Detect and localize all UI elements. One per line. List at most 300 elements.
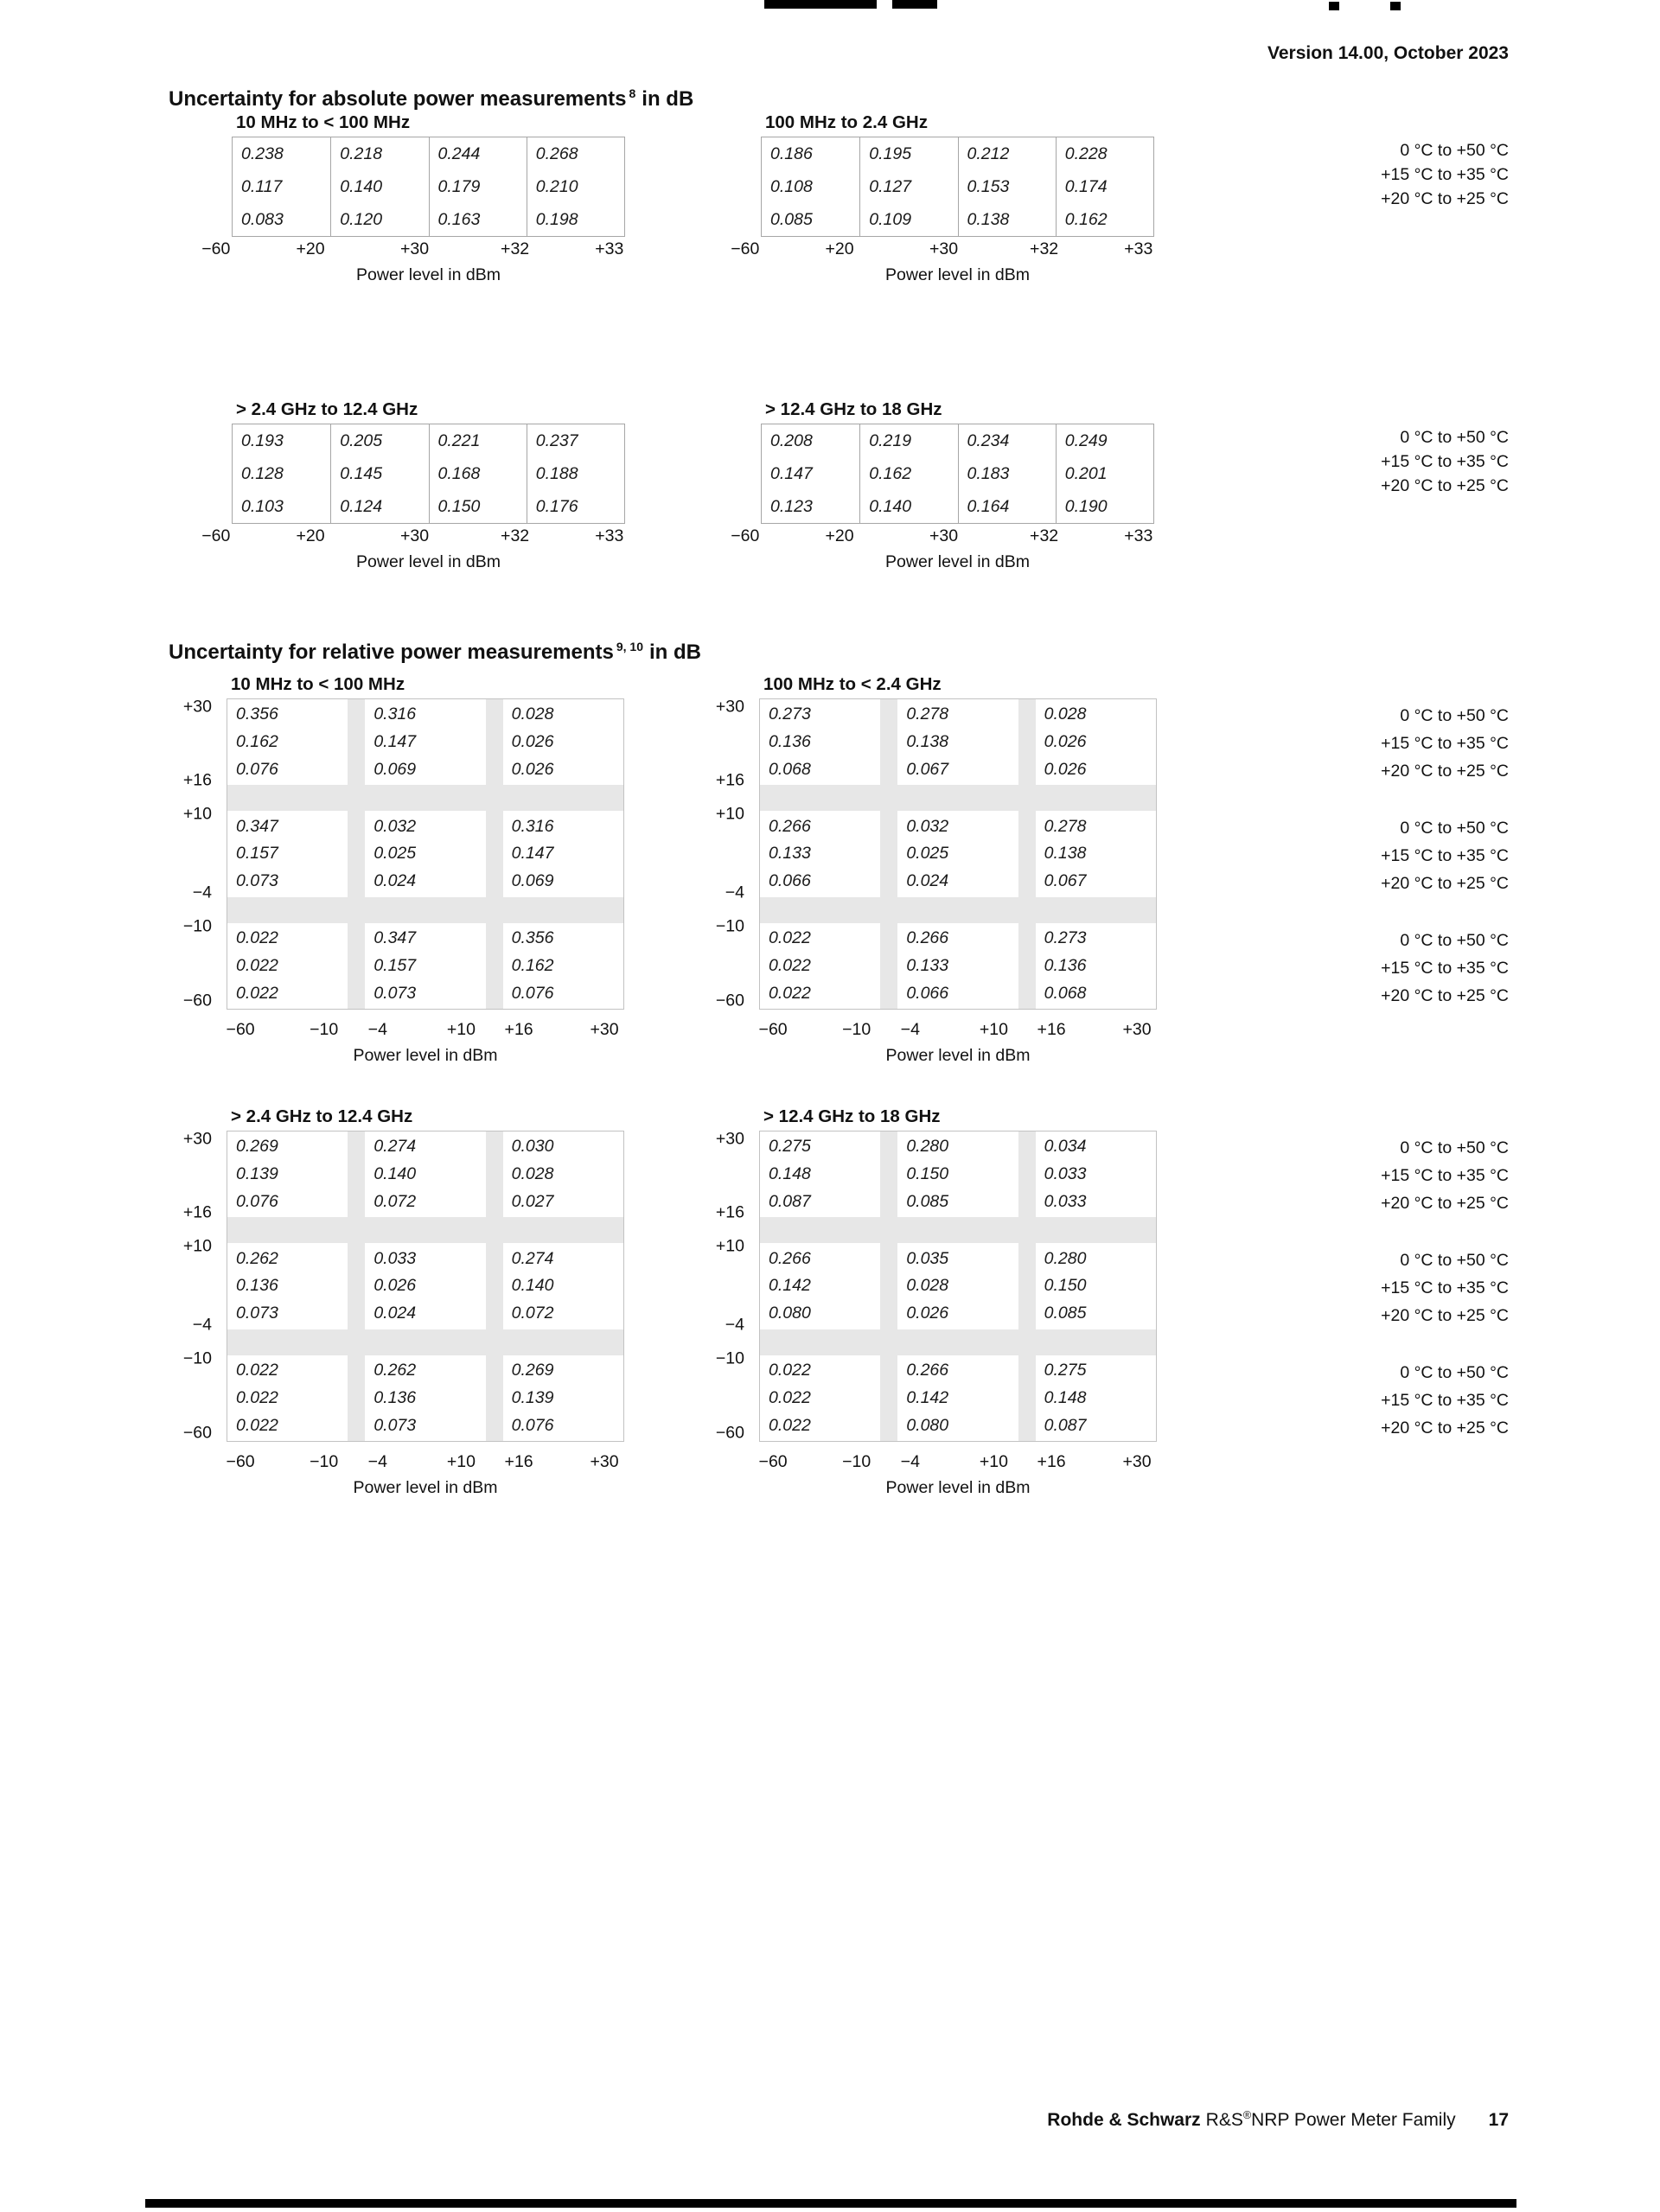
uncertainty-value: 0.188: [527, 457, 624, 490]
uncertainty-value: 0.080: [769, 1304, 811, 1323]
uncertainty-value: 0.162: [511, 955, 554, 975]
uncertainty-value: 0.162: [859, 457, 957, 490]
relative-table-10mhz-100mhz: [182, 674, 624, 1066]
value-block: [503, 699, 623, 785]
uncertainty-value: 0.269: [511, 1361, 554, 1380]
value-block: [897, 699, 1018, 785]
uncertainty-value: 0.066: [906, 983, 949, 1003]
heading-text: Uncertainty for relative power measurements: [169, 641, 614, 664]
value-block: [503, 1243, 623, 1329]
uncertainty-value: 0.164: [958, 490, 1056, 523]
x-tick-label: +16: [1037, 1020, 1066, 1039]
uncertainty-value: 0.147: [770, 463, 813, 483]
uncertainty-value: 0.140: [374, 1164, 417, 1184]
uncertainty-value: 0.136: [769, 732, 811, 752]
temperature-range-label: +20 °C to +25 °C: [1381, 476, 1509, 495]
value-block: [760, 1355, 880, 1441]
x-tick-label: −4: [900, 1452, 920, 1471]
temperature-range-label: 0 °C to +50 °C: [1400, 428, 1509, 447]
uncertainty-value: 0.163: [429, 203, 527, 236]
uncertainty-value: 0.025: [906, 844, 949, 864]
uncertainty-value: 0.139: [236, 1164, 278, 1184]
value-block: [1036, 699, 1156, 785]
x-tick-label: +30: [929, 526, 959, 545]
temperature-legend: [1381, 1359, 1509, 1442]
uncertainty-value: 0.238: [241, 143, 284, 163]
uncertainty-value: 0.022: [236, 955, 278, 975]
uncertainty-value: 0.186: [770, 143, 813, 163]
version-line: Version 14.00, October 2023: [1267, 43, 1509, 63]
uncertainty-value: 0.024: [906, 871, 949, 891]
power-level-axis: [201, 526, 625, 549]
y-tick-label: +16: [182, 1202, 212, 1222]
x-tick-label: +30: [590, 1020, 619, 1039]
uncertainty-value: 0.066: [769, 871, 811, 891]
value-block: [227, 1131, 348, 1217]
uncertainty-value: 0.076: [236, 759, 278, 779]
table-title: 10 MHz to < 100 MHz: [231, 674, 405, 694]
table-title: > 12.4 GHz to 18 GHz: [765, 399, 942, 419]
uncertainty-value: 0.153: [958, 170, 1056, 203]
uncertainty-value: 0.124: [330, 490, 428, 523]
temperature-legend: [1381, 1134, 1509, 1217]
uncertainty-value: 0.085: [906, 1191, 949, 1211]
uncertainty-value: 0.022: [769, 983, 811, 1003]
x-tick-label: +10: [979, 1452, 1008, 1471]
print-artifact: [764, 0, 877, 9]
uncertainty-value: 0.249: [1056, 424, 1153, 457]
power-level-y-axis: [706, 1131, 753, 1442]
temperature-range-label: 0 °C to +50 °C: [1400, 819, 1509, 838]
power-level-y-axis: [173, 698, 220, 1010]
y-tick-label: −4: [725, 883, 744, 902]
uncertainty-value: 0.237: [527, 424, 624, 457]
heading-text: Uncertainty for absolute power measurements: [169, 87, 627, 111]
uncertainty-value: 0.262: [374, 1361, 417, 1380]
value-block: [365, 1355, 485, 1441]
uncertainty-value: 0.026: [374, 1276, 417, 1296]
power-level-x-axis: [759, 1452, 1157, 1475]
x-tick-label: +30: [590, 1452, 619, 1471]
temperature-range-label: +20 °C to +25 °C: [1381, 986, 1509, 1005]
uncertainty-value: 0.278: [906, 704, 949, 724]
uncertainty-value: 0.076: [511, 1415, 554, 1435]
heading-suffix: in dB: [649, 641, 701, 664]
temperature-range-label: 0 °C to +50 °C: [1400, 1251, 1509, 1270]
y-tick-label: −10: [182, 916, 212, 936]
uncertainty-value: 0.033: [1044, 1164, 1087, 1184]
temperature-range-label: +15 °C to +35 °C: [1381, 1391, 1509, 1410]
page-number: 17: [1488, 2110, 1509, 2130]
x-tick-label: −60: [731, 239, 760, 258]
value-block: [227, 699, 348, 785]
temperature-range-label: +15 °C to +35 °C: [1381, 1278, 1509, 1297]
uncertainty-value: 0.024: [374, 1304, 417, 1323]
temperature-legend: [1381, 814, 1509, 897]
relative-table-2-4ghz-12-4ghz: [182, 1106, 624, 1498]
x-tick-label: +30: [400, 526, 430, 545]
product-suffix: NRP Power Meter Family: [1251, 2110, 1456, 2130]
absolute-table-2-4ghz-12-4ghz: [201, 399, 625, 572]
uncertainty-value: 0.148: [1044, 1387, 1087, 1407]
axis-caption: Power level in dBm: [356, 265, 501, 284]
uncertainty-value: 0.168: [429, 457, 527, 490]
uncertainty-value: 0.228: [1056, 137, 1153, 170]
uncertainty-value: 0.076: [236, 1191, 278, 1211]
table-title: > 2.4 GHz to 12.4 GHz: [231, 1106, 413, 1126]
x-tick-label: +20: [825, 239, 854, 258]
uncertainty-value: 0.028: [1044, 704, 1087, 724]
y-tick-label: −10: [715, 1348, 744, 1368]
uncertainty-value: 0.274: [511, 1248, 554, 1268]
x-tick-label: −60: [201, 239, 231, 258]
uncertainty-value: 0.266: [769, 816, 811, 836]
temperature-legend: [1381, 927, 1509, 1010]
power-level-y-axis: [173, 1131, 220, 1442]
uncertainty-value: 0.022: [236, 1415, 278, 1435]
value-block: [227, 811, 348, 896]
uncertainty-value: 0.022: [236, 1361, 278, 1380]
uncertainty-value: 0.205: [330, 424, 428, 457]
uncertainty-value: 0.032: [906, 816, 949, 836]
absolute-section-heading: [169, 86, 693, 112]
print-artifact: [892, 0, 937, 9]
print-artifact: [1390, 2, 1401, 10]
uncertainty-value: 0.026: [511, 732, 554, 752]
uncertainty-value: 0.026: [511, 759, 554, 779]
temperature-range-label: +15 °C to +35 °C: [1381, 165, 1509, 184]
y-tick-label: +10: [715, 1236, 744, 1256]
value-block: [897, 1355, 1018, 1441]
uncertainty-value: 0.266: [906, 928, 949, 948]
uncertainty-value: 0.022: [769, 1361, 811, 1380]
uncertainty-value: 0.136: [374, 1387, 417, 1407]
uncertainty-value: 0.133: [906, 955, 949, 975]
value-block: [760, 811, 880, 896]
uncertainty-value: 0.273: [769, 704, 811, 724]
uncertainty-value: 0.142: [906, 1387, 949, 1407]
uncertainty-value: 0.195: [859, 137, 957, 170]
table-title: 100 MHz to 2.4 GHz: [765, 112, 928, 132]
uncertainty-value: 0.157: [236, 844, 278, 864]
x-tick-label: +30: [929, 239, 959, 258]
power-level-x-axis: [227, 1452, 624, 1475]
uncertainty-value: 0.221: [429, 424, 527, 457]
y-tick-label: −4: [192, 883, 212, 902]
value-block: [227, 1243, 348, 1329]
x-tick-label: +16: [504, 1452, 533, 1471]
value-block: [1036, 1131, 1156, 1217]
power-level-x-axis: [759, 1020, 1157, 1042]
table-title: 100 MHz to < 2.4 GHz: [763, 674, 942, 694]
temperature-legend: [1381, 138, 1509, 211]
uncertainty-value: 0.183: [958, 457, 1056, 490]
uncertainty-value: 0.268: [527, 137, 624, 170]
uncertainty-matrix: [227, 1131, 624, 1442]
uncertainty-value: 0.085: [770, 209, 813, 229]
uncertainty-value: 0.085: [1044, 1304, 1087, 1323]
uncertainty-value: 0.069: [511, 871, 554, 891]
x-tick-label: −10: [842, 1020, 872, 1039]
value-block: [503, 1131, 623, 1217]
x-tick-label: −10: [310, 1452, 339, 1471]
value-block: [365, 811, 485, 896]
uncertainty-value: 0.076: [511, 983, 554, 1003]
temperature-legend: [1381, 702, 1509, 785]
x-tick-label: +32: [501, 239, 530, 258]
value-block: [760, 923, 880, 1009]
uncertainty-value: 0.087: [769, 1191, 811, 1211]
uncertainty-value: 0.275: [1044, 1361, 1087, 1380]
uncertainty-value: 0.109: [859, 203, 957, 236]
uncertainty-value: 0.244: [429, 137, 527, 170]
x-tick-label: −60: [226, 1452, 255, 1471]
x-tick-label: +20: [296, 239, 325, 258]
x-tick-label: −4: [367, 1452, 387, 1471]
uncertainty-value: 0.073: [236, 871, 278, 891]
y-tick-label: +10: [715, 804, 744, 824]
temperature-range-label: +20 °C to +25 °C: [1381, 1194, 1509, 1213]
x-tick-label: +30: [1122, 1020, 1152, 1039]
value-block: [503, 923, 623, 1009]
value-block: [227, 1355, 348, 1441]
uncertainty-value: 0.210: [527, 170, 624, 203]
uncertainty-value: 0.219: [859, 424, 957, 457]
uncertainty-value: 0.103: [241, 496, 284, 516]
uncertainty-value: 0.138: [906, 732, 949, 752]
x-tick-label: +33: [595, 526, 624, 545]
uncertainty-value: 0.190: [1056, 490, 1153, 523]
uncertainty-value: 0.139: [511, 1387, 554, 1407]
uncertainty-value: 0.266: [769, 1248, 811, 1268]
value-block: [227, 923, 348, 1009]
temperature-range-label: +15 °C to +35 °C: [1381, 1166, 1509, 1185]
temperature-range-label: 0 °C to +50 °C: [1400, 931, 1509, 950]
y-tick-label: +16: [715, 1202, 744, 1222]
uncertainty-value: 0.072: [511, 1304, 554, 1323]
x-tick-label: +32: [501, 526, 530, 545]
value-block: [1036, 923, 1156, 1009]
uncertainty-value: 0.083: [241, 209, 284, 229]
uncertainty-value: 0.176: [527, 490, 624, 523]
value-block: [897, 1243, 1018, 1329]
relative-table-12-4ghz-18ghz: [715, 1106, 1157, 1498]
uncertainty-value: 0.140: [511, 1276, 554, 1296]
x-tick-label: +20: [825, 526, 854, 545]
x-tick-label: +16: [504, 1020, 533, 1039]
uncertainty-value: 0.035: [906, 1248, 949, 1268]
uncertainty-matrix: [759, 1131, 1157, 1442]
x-tick-label: −60: [201, 526, 231, 545]
x-tick-label: +20: [296, 526, 325, 545]
value-block: [365, 1243, 485, 1329]
temperature-range-label: +20 °C to +25 °C: [1381, 762, 1509, 781]
uncertainty-value: 0.027: [511, 1191, 554, 1211]
uncertainty-value: 0.022: [769, 928, 811, 948]
uncertainty-value: 0.067: [1044, 871, 1087, 891]
temperature-range-label: +15 °C to +35 °C: [1381, 959, 1509, 978]
uncertainty-value: 0.174: [1056, 170, 1153, 203]
power-level-axis: [731, 526, 1154, 549]
uncertainty-value: 0.147: [511, 844, 554, 864]
power-level-y-axis: [706, 698, 753, 1010]
uncertainty-value: 0.148: [769, 1164, 811, 1184]
y-tick-label: +16: [182, 770, 212, 790]
y-tick-label: +30: [182, 1129, 212, 1149]
value-block: [1036, 1355, 1156, 1441]
uncertainty-value-grid: [232, 137, 625, 237]
uncertainty-value: 0.262: [236, 1248, 278, 1268]
uncertainty-value: 0.030: [511, 1137, 554, 1157]
uncertainty-value: 0.347: [236, 816, 278, 836]
value-block: [760, 699, 880, 785]
uncertainty-value: 0.033: [1044, 1191, 1087, 1211]
value-block: [760, 1131, 880, 1217]
absolute-table-100mhz-2-4ghz: [731, 112, 1154, 285]
uncertainty-value: 0.026: [1044, 759, 1087, 779]
value-block: [897, 1131, 1018, 1217]
y-tick-label: +30: [715, 1129, 744, 1149]
uncertainty-value: 0.068: [1044, 983, 1087, 1003]
uncertainty-value: 0.280: [1044, 1248, 1087, 1268]
uncertainty-value: 0.024: [374, 871, 417, 891]
axis-caption: Power level in dBm: [885, 1046, 1031, 1065]
uncertainty-value: 0.073: [374, 1415, 417, 1435]
uncertainty-value: 0.108: [770, 176, 813, 196]
print-artifact: [145, 2199, 1516, 2208]
x-tick-label: −60: [731, 526, 760, 545]
temperature-range-label: +20 °C to +25 °C: [1381, 1418, 1509, 1437]
absolute-table-12-4ghz-18ghz: [731, 399, 1154, 572]
power-level-x-axis: [227, 1020, 624, 1042]
uncertainty-value: 0.022: [236, 983, 278, 1003]
y-tick-label: −10: [715, 916, 744, 936]
uncertainty-value: 0.356: [511, 928, 554, 948]
y-tick-label: −10: [182, 1348, 212, 1368]
uncertainty-value: 0.179: [429, 170, 527, 203]
axis-caption: Power level in dBm: [885, 1478, 1031, 1497]
x-tick-label: −60: [758, 1452, 788, 1471]
uncertainty-value: 0.266: [906, 1361, 949, 1380]
uncertainty-value: 0.150: [1044, 1276, 1087, 1296]
uncertainty-value: 0.145: [330, 457, 428, 490]
x-tick-label: +10: [446, 1452, 476, 1471]
uncertainty-value: 0.022: [236, 1387, 278, 1407]
temperature-range-label: 0 °C to +50 °C: [1400, 1363, 1509, 1382]
uncertainty-value: 0.193: [241, 430, 284, 450]
uncertainty-value: 0.136: [1044, 955, 1087, 975]
uncertainty-value: 0.275: [769, 1137, 811, 1157]
temperature-range-label: 0 °C to +50 °C: [1400, 706, 1509, 725]
uncertainty-value: 0.117: [241, 176, 283, 196]
uncertainty-value: 0.278: [1044, 816, 1087, 836]
axis-caption: Power level in dBm: [885, 265, 1030, 284]
uncertainty-value: 0.073: [236, 1304, 278, 1323]
uncertainty-value-grid: [761, 137, 1154, 237]
uncertainty-value: 0.273: [1044, 928, 1087, 948]
value-block: [897, 811, 1018, 896]
uncertainty-value-grid: [761, 424, 1154, 524]
uncertainty-value: 0.218: [330, 137, 428, 170]
uncertainty-matrix: [227, 698, 624, 1010]
y-tick-label: +16: [715, 770, 744, 790]
x-tick-label: −60: [226, 1020, 255, 1039]
uncertainty-value: 0.128: [241, 463, 284, 483]
y-tick-label: +10: [182, 1236, 212, 1256]
uncertainty-value: 0.162: [1056, 203, 1153, 236]
uncertainty-value: 0.123: [770, 496, 813, 516]
uncertainty-value: 0.316: [374, 704, 417, 724]
x-tick-label: +10: [446, 1020, 476, 1039]
x-tick-label: +33: [1124, 239, 1153, 258]
table-title: > 2.4 GHz to 12.4 GHz: [236, 399, 418, 419]
y-tick-label: −60: [715, 991, 744, 1010]
temperature-range-label: +15 °C to +35 °C: [1381, 846, 1509, 865]
value-block: [1036, 811, 1156, 896]
x-tick-label: +33: [595, 239, 624, 258]
heading-suffix: in dB: [642, 87, 694, 111]
temperature-range-label: +20 °C to +25 °C: [1381, 1306, 1509, 1325]
uncertainty-value: 0.162: [236, 732, 278, 752]
uncertainty-value: 0.127: [859, 170, 957, 203]
uncertainty-value: 0.080: [906, 1415, 949, 1435]
x-tick-label: +16: [1037, 1452, 1066, 1471]
uncertainty-value: 0.280: [906, 1137, 949, 1157]
value-block: [365, 699, 485, 785]
uncertainty-value: 0.140: [330, 170, 428, 203]
uncertainty-value: 0.150: [906, 1164, 949, 1184]
uncertainty-value: 0.140: [859, 490, 957, 523]
uncertainty-value: 0.026: [1044, 732, 1087, 752]
product-name: [1206, 2110, 1456, 2130]
x-tick-label: +32: [1030, 526, 1059, 545]
power-level-axis: [731, 239, 1154, 262]
temperature-range-label: 0 °C to +50 °C: [1400, 141, 1509, 160]
uncertainty-value: 0.316: [511, 816, 554, 836]
uncertainty-value: 0.069: [374, 759, 417, 779]
uncertainty-value: 0.022: [236, 928, 278, 948]
uncertainty-matrix: [759, 698, 1157, 1010]
x-tick-label: +10: [979, 1020, 1008, 1039]
value-block: [503, 1355, 623, 1441]
uncertainty-value: 0.026: [906, 1304, 949, 1323]
uncertainty-value: 0.028: [511, 1164, 554, 1184]
uncertainty-value: 0.356: [236, 704, 278, 724]
uncertainty-value: 0.201: [1056, 457, 1153, 490]
uncertainty-value: 0.028: [511, 704, 554, 724]
uncertainty-value: 0.138: [1044, 844, 1087, 864]
product-prefix: R&S: [1205, 2110, 1243, 2130]
footnote-ref: 9, 10: [616, 640, 643, 653]
uncertainty-value: 0.072: [374, 1191, 417, 1211]
x-tick-label: −4: [900, 1020, 920, 1039]
print-artifact: [1329, 2, 1339, 10]
uncertainty-value: 0.022: [769, 955, 811, 975]
y-tick-label: +10: [182, 804, 212, 824]
x-tick-label: +30: [400, 239, 430, 258]
axis-caption: Power level in dBm: [356, 552, 501, 571]
uncertainty-value: 0.025: [374, 844, 417, 864]
uncertainty-value: 0.157: [374, 955, 417, 975]
temperature-range-label: +15 °C to +35 °C: [1381, 452, 1509, 471]
relative-section-heading: [169, 640, 701, 665]
y-tick-label: −60: [715, 1423, 744, 1443]
uncertainty-value: 0.022: [769, 1415, 811, 1435]
x-tick-label: +30: [1122, 1452, 1152, 1471]
uncertainty-value-grid: [232, 424, 625, 524]
temperature-range-label: +15 °C to +35 °C: [1381, 734, 1509, 753]
uncertainty-value: 0.067: [906, 759, 949, 779]
